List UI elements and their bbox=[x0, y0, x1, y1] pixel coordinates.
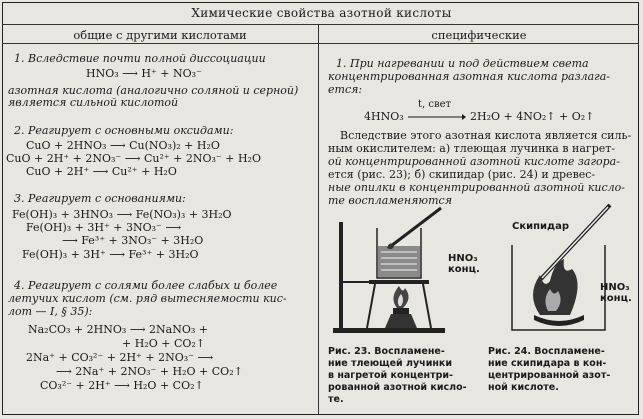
figure-23-caption-line-4: рованной азотной кисло- bbox=[328, 382, 467, 393]
fig24-label-turpentine: Скипидар bbox=[512, 221, 570, 232]
right-1-text-1: 1. При нагревании и под действием света bbox=[336, 57, 589, 70]
figure-24-caption-line-4: ной кислоте. bbox=[488, 382, 559, 393]
equation-salt-3: 2Na⁺ + CO₃²⁻ + 2H⁺ + 2NO₃⁻ ⟶ bbox=[26, 351, 214, 364]
equation-base-2: Fe(OH)₃ + 3H⁺ + 3NO₃⁻ ⟶ bbox=[26, 221, 182, 234]
equation-salt-2: + H₂O + CO₂↑ bbox=[122, 337, 206, 350]
header-divider bbox=[2, 43, 639, 44]
section-2-heading: 2. Реагирует с основными оксидами: bbox=[14, 124, 234, 137]
section-4-text-3: лот — I, § 35): bbox=[8, 305, 93, 318]
figure-23-caption-line-1: Рис. 23. Воспламене- bbox=[328, 346, 445, 357]
section-1-heading: 1. Вследствие почти полной диссоциации bbox=[14, 52, 266, 65]
section-4-text-1: 4. Реагирует с солями более слабых и более bbox=[14, 279, 278, 292]
right-para-5: ные опилки в концентрированной азотной кисло- bbox=[328, 181, 626, 194]
equation-oxide-2: CuO + 2H⁺ + 2NO₃⁻ ⟶ Cu²⁺ + 2NO₃⁻ + H₂O bbox=[6, 152, 261, 165]
equation-decomp-right: 2H₂O + 4NO₂↑ + O₂↑ bbox=[470, 110, 595, 123]
fig23-label-conc: конц. bbox=[448, 264, 480, 275]
equation-base-3: ⟶ Fe³⁺ + 3NO₃⁻ + 3H₂O bbox=[62, 234, 204, 247]
right-1-text-3: ется: bbox=[328, 83, 363, 96]
right-para-3: ой концентрированной азотной кислоте загора- bbox=[328, 155, 620, 168]
equation-dissociation: HNO₃ ⟶ H⁺ + NO₃⁻ bbox=[86, 67, 202, 80]
table-title: Химические свойства азотной кислоты bbox=[191, 6, 452, 20]
section-1-text-2: является сильной кислотой bbox=[8, 96, 179, 109]
section-1-text-1: азотная кислота (аналогично соляной и серной) bbox=[8, 84, 299, 97]
equation-decomp-left: 4HNO₃ bbox=[364, 110, 404, 123]
figure-23-caption-line-5: те. bbox=[328, 394, 344, 405]
equation-base-1: Fe(OH)₃ + 3HNO₃ ⟶ Fe(NO₃)₃ + 3H₂O bbox=[12, 208, 232, 221]
right-para-6: те воспламеняются bbox=[328, 194, 452, 207]
decomp-arrow bbox=[408, 112, 466, 122]
right-para-1: Вследствие этого азотная кислота является силь- bbox=[340, 129, 632, 142]
column-header-specific: специфические bbox=[431, 28, 527, 42]
section-3-heading: 3. Реагирует с основаниями: bbox=[14, 192, 186, 205]
title-divider bbox=[2, 24, 639, 25]
section-4-text-2: летучих кислот (см. ряд вытесняемости кис- bbox=[8, 292, 287, 305]
fig24-label-formula: HNO₃ bbox=[600, 282, 630, 293]
figure-24-caption-line-3: центрированной азот- bbox=[488, 370, 611, 381]
figure-24-caption-line-1: Рис. 24. Воспламене- bbox=[488, 346, 605, 357]
equation-salt-4: ⟶ 2Na⁺ + 2NO₃⁻ + H₂O + CO₂↑ bbox=[56, 365, 243, 378]
fig24-label-conc: конц. bbox=[600, 293, 632, 304]
figure-23-caption-line-2: ние тлеющей лучинки bbox=[328, 358, 453, 369]
equation-base-4: Fe(OH)₃ + 3H⁺ ⟶ Fe³⁺ + 3H₂O bbox=[22, 248, 199, 261]
equation-oxide-3: CuO + 2H⁺ ⟶ Cu²⁺ + H₂O bbox=[26, 165, 177, 178]
equation-salt-5: CO₃²⁻ + 2H⁺ ⟶ H₂O + CO₂↑ bbox=[40, 379, 204, 392]
fig23-label-formula: HNO₃ bbox=[448, 253, 478, 264]
equation-oxide-1: CuO + 2HNO₃ ⟶ Cu(NO₃)₂ + H₂O bbox=[26, 139, 220, 152]
right-1-text-2: концентрированная азотная кислота разлага- bbox=[328, 70, 610, 83]
column-divider bbox=[318, 25, 319, 415]
column-header-general: общие с другими кислотами bbox=[73, 28, 247, 42]
equation-decomp-condition: t, свет bbox=[418, 99, 452, 110]
figure-24-caption-line-2: ние скипидара в кон- bbox=[488, 358, 607, 369]
right-para-2: ным окислителем: а) тлеющая лучинка в нагрет- bbox=[328, 142, 616, 155]
equation-salt-1: Na₂CO₃ + 2HNO₃ ⟶ 2NaNO₃ + bbox=[28, 323, 209, 336]
figure-23-caption-line-3: в нагретой концентри- bbox=[328, 370, 453, 381]
right-para-4: ется (рис. 23); б) скипидар (рис. 24) и древес- bbox=[328, 168, 596, 181]
figure-24-illustration bbox=[500, 205, 630, 335]
